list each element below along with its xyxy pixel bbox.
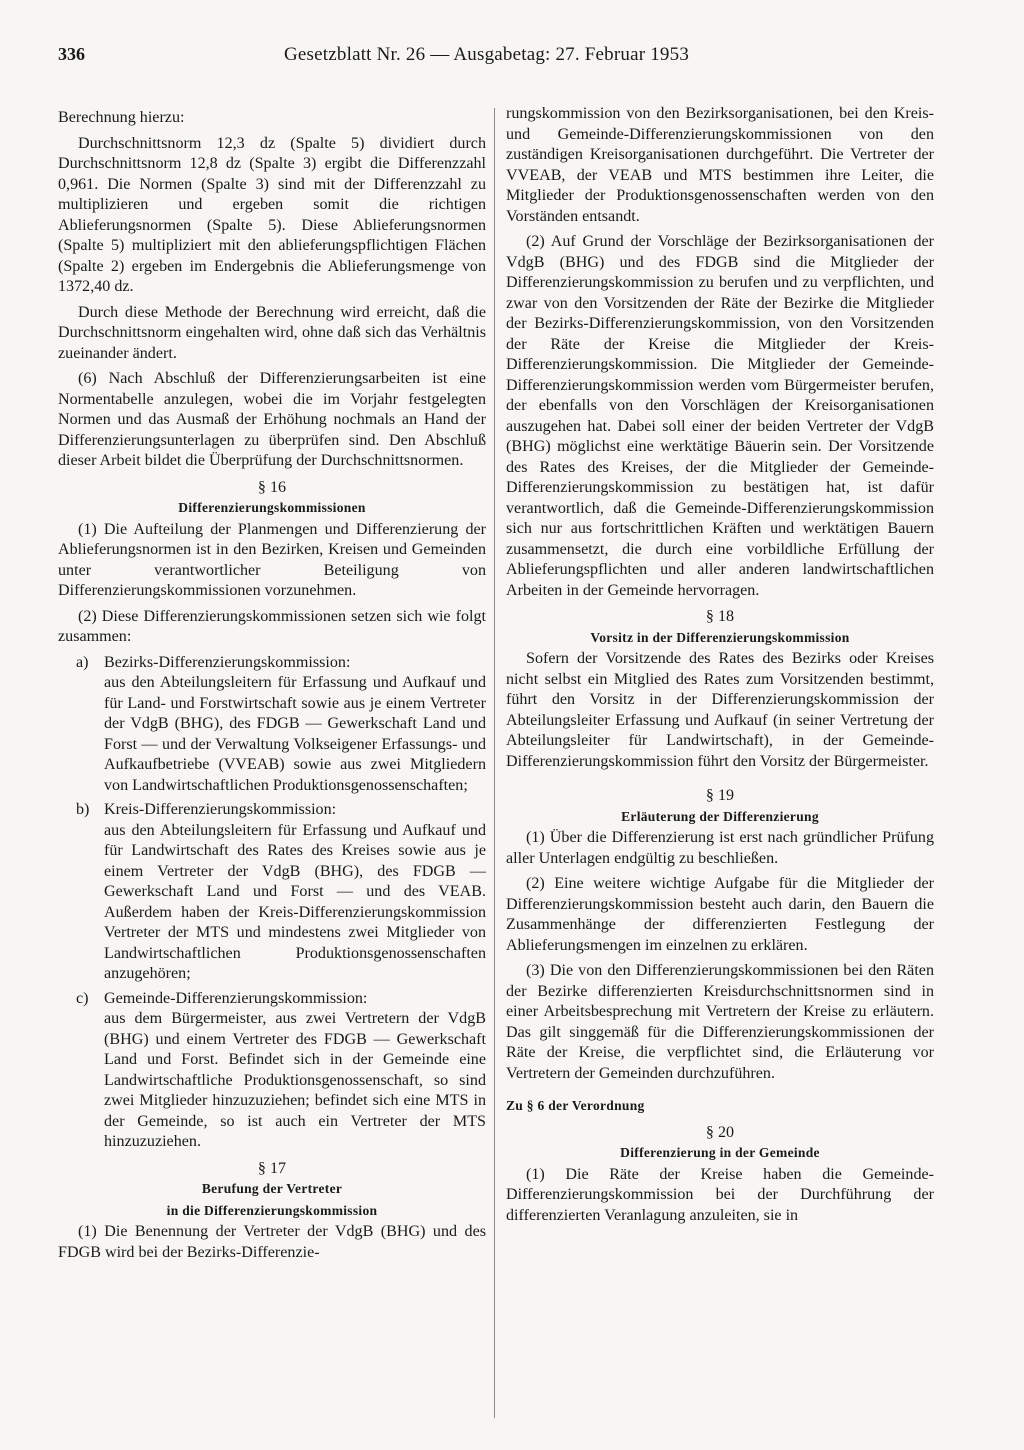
- paragraph: (3) Die von den Differenzierungskommissionen bei den Räten der Bezirke differenzierten Kreisdurchschnittsnormen sind in einer Arbeitsbesprechung mit Vertretern der Kreise zu erläutern. Das gilt singgemäß für die Differenzierungskommissionen der Räte der Kreise, die verpflichtet sind, die Erläuterung vor Vertretern der Gemeinden durchzuführen.: [506, 962, 934, 1082]
- list-item-body: aus dem Bürgermeister, aus zwei Vertretern der VdgB (BHG) und einem Vertreter des FDGB — Gewerkschaft Land und Forst. Befindet sich in der Gemeinde eine Landwirtschaftliche Produktionsgenossenschaft, so sind zwei Mitglieder hinzuzuziehen; befindet sich eine MTS in der Gemeinde, so ist auch ein Vertreter der MTS hinzuzuziehen.: [104, 1010, 486, 1150]
- paragraph: Sofern der Vorsitzende des Rates des Bezirks oder Kreises nicht selbst ein Mitglied des Rates zum Vorsitzenden bestimmt, führt den Vorsitz in der Differenzierungskommission der Abteilungsleiter Erfassung und Aufkauf (in seiner Vertretung der Abteilungsleiter für Landwirtschaft), in der Gemeinde-Differenzierungskommission führt den Vorsitz der Bürgermeister.: [506, 650, 934, 770]
- paragraph: Durch diese Methode der Berechnung wird erreicht, daß die Durchschnittsnorm eingehalten wird, ohne daß sich das Verhältnis zueinander ändert.: [58, 303, 486, 362]
- section-17-title-line2: in die Differenzierungskommission: [166, 1202, 378, 1218]
- section-16-title: Differenzierungskommissionen: [178, 500, 366, 515]
- left-column: [58, 108, 486, 1268]
- paragraph: (1) Die Aufteilung der Planmengen und Differenzierung der Ablieferungsnormen ist in den Bezirken, Kreisen und Gemeinden unter verantwortlicher Beteiligung von Differenzierungskommissionen vorzunehmen.: [58, 520, 486, 599]
- list-item-head: Bezirks-Differenzierungskommission:: [104, 653, 351, 671]
- paragraph: (2) Auf Grund der Vorschläge der Bezirksorganisationen der VdgB (BHG) und des FDGB sind die Mitglieder der Differenzierungskommission zu berufen und zu verpflichten, und zwar von den Vorsitzenden der Räte der Bezirke die Mitglieder der Bezirks-Differenzierungskommission, von den Vorsitzenden der Räte der Kreise die Mitglieder der Kreis-Differenzierungskommission. Die Mitglieder der Gemeinde-Differenzierungskommission werden vom Bürgermeister berufen, der ebenfalls von den Vorschlägen der Kreisorganisationen auszugehen hat. Dabei soll einer der beiden Vertreter der VdgB (BHG) möglichst eine werktätige Bäuerin sein. Der Vorsitzende des Rates des Kreises, der die Mitglieder der Gemeinde-Differenzierungskommission zu bestätigen hat, ist dafür verantwortlich, daß die Gemeinde-Differenzierungskommission sich nur aus fortschrittlichen Kräften und werktätigen Bauern zusammensetzt, die durch eine vorbildliche Erfüllung der Ablieferungspflichten und aller anderen landwirtschaftlichen Arbeiten in der Gemeinde hervorragen.: [506, 233, 934, 599]
- page-number: 336: [58, 44, 85, 64]
- paragraph: Berechnung hierzu:: [58, 109, 185, 126]
- list-item-c: [58, 989, 486, 1153]
- list-item-head: Kreis-Differenzierungskommission:: [104, 801, 337, 818]
- paragraph: (6) Nach Abschluß der Differenzierungsarbeiten ist eine Normentabelle anzulegen, wobei die im Vorjahr festgelegten Normen und das Ausmaß der Erhöhung nochmals an Hand der Differenzierungsunterlagen zu überprüfen sind. Den Abschluß dieser Arbeit bildet die Überprüfung der Durchschnittsnormen.: [58, 370, 486, 469]
- page-header: [58, 44, 964, 74]
- paragraph: (1) Die Benennung der Vertreter der VdgB (BHG) und des FDGB wird bei der Bezirks-Differenzie-: [58, 1223, 486, 1261]
- paragraph: (1) Über die Differenzierung ist erst nach gründlicher Prüfung aller Unterlagen endgültig zu beschließen.: [506, 829, 934, 867]
- right-column: [506, 104, 934, 1231]
- paragraph: (2) Eine weitere wichtige Aufgabe für die Mitglieder der Differenzierungskommission besteht auch darin, den Bauern die Zusammenhänge der differenzierten Festlegung der Ablieferungsmengen im einzelnen zu erklären.: [506, 875, 934, 954]
- paragraph: (1) Die Räte der Kreise haben die Gemeinde-Differenzierungskommission bei der Durchführung der differenzierten Veranlagung anzuleiten, sie in: [506, 1165, 934, 1224]
- paragraph: (2) Diese Differenzierungskommissionen setzen sich wie folgt zusammen:: [58, 607, 486, 645]
- section-18-number: § 18: [705, 608, 735, 625]
- section-20-title: Differenzierung in der Gemeinde: [620, 1145, 820, 1160]
- section-17-title: Berufung der Vertreter: [201, 1181, 343, 1196]
- section-18-title: Vorsitz in der Differenzierungskommission: [590, 629, 850, 645]
- list-item-a: [58, 653, 486, 797]
- list-item-b: [58, 800, 486, 985]
- regulation-note: Zu § 6 der Verordnung: [506, 1098, 645, 1113]
- section-17-number: § 17: [257, 1159, 287, 1177]
- section-16-number: § 16: [257, 478, 287, 496]
- paragraph: rungskommission von den Bezirksorganisationen, bei den Kreis- und Gemeinde-Differenzierungskommissionen von den zuständigen Kreisorganisationen durchgeführt. Die Vertreter der VVEAB, der VEAB und MTS bestimmen ihre Leiter, die Mitglieder der Produktionsgenossenschaften werden von den Vorständen entsandt.: [506, 105, 934, 225]
- paragraph: Durchschnittsnorm 12,3 dz (Spalte 5) dividiert durch Durchschnittsnorm 12,8 dz (Spalte 3) ergibt die Differenzzahl 0,961. Die Normen (Spalte 3) sind mit der Differenzzahl zu multiplizieren und ergeben somit die richtigen Ablieferungsnormen (Spalte 5). Diese Ablieferungsnormen (Spalte 5) multipliziert mit den ablieferungspflichtigen Flächen (Spalte 2) ergeben im Endergebnis die Ablieferungsmenge von 1372,40 dz.: [58, 134, 486, 295]
- column-divider: [494, 108, 495, 1418]
- list-item-body: aus den Abteilungsleitern für Erfassung und Aufkauf und für Landwirtschaft des Rates des Kreises sowie aus je einem Vertreter der VdgB (BHG), des FDGB — Gewerkschaft Land und Forst — und des VEAB. Außerdem haben der Kreis-Differenzierungskommission Vertreter der MTS und mindestens zwei Mitglieder von Landwirtschaftlichen Produktionsgenossenschaften anzugehören;: [104, 821, 486, 982]
- section-20-number: § 20: [705, 1123, 735, 1141]
- list-item-head: Gemeinde-Differenzierungskommission:: [104, 989, 368, 1007]
- section-19-number: § 19: [705, 787, 735, 804]
- section-19-title: Erläuterung der Differenzierung: [621, 808, 819, 824]
- running-title: Gesetzblatt Nr. 26 — Ausgabetag: 27. Februar 1953: [284, 44, 690, 65]
- list-item-letter: c): [76, 989, 89, 1007]
- list-item-letter: b): [76, 801, 90, 818]
- list-item-letter: a): [76, 653, 89, 671]
- list-item-body: aus den Abteilungsleitern für Erfassung und Aufkauf und für Land- und Forstwirtschaft sowie aus je einem Vertreter der VdgB (BHG), des FDGB — Gewerkschaft Land und Forst — und der Verwaltung Volkseigener Erfassungs- und Aufkaufbetriebe (VVEAB) sowie aus zwei Mitgliedern von Landwirtschaftlichen Produktionsgenossenschaften;: [104, 674, 486, 794]
